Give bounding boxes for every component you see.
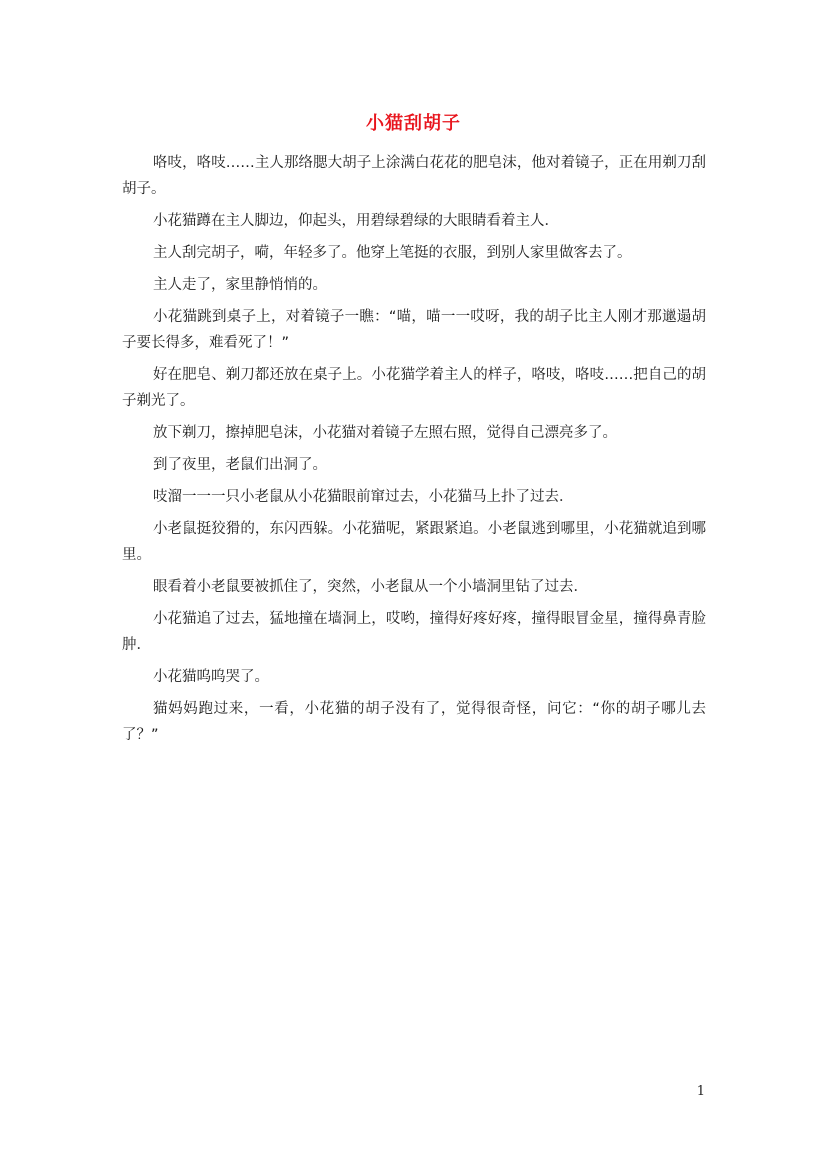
document-body [122,150,706,754]
paragraph: 好在肥皂、剃刀都还放在桌子上。小花猫学着主人的样子，咯吱，咯吱……把自己的胡子剃光了。 [122,367,706,409]
paragraph: 小花猫呜呜哭了。 [153,669,269,685]
paragraph: 小老鼠挺狡猾的，东闪西躲。小花猫呢，紧跟紧追。小老鼠逃到哪里，小花猫就追到哪里。 [122,521,706,563]
paragraph: 小花猫蹲在主人脚边，仰起头，用碧绿碧绿的大眼睛看着主人． [153,213,559,229]
paragraph: 放下剃刀，擦掉肥皂沫，小花猫对着镜子左照右照，觉得自己漂亮多了。 [153,425,617,441]
paragraph: 到了夜里，老鼠们出洞了。 [153,457,327,473]
paragraph: 咯吱，咯吱……主人那络腮大胡子上涂满白花花的肥皂沫，他对着镜子，正在用剃刀刮胡子。 [122,155,706,197]
paragraph: 主人走了，家里静悄悄的。 [153,277,327,293]
paragraph: 吱溜一一一只小老鼠从小花猫眼前窜过去，小花猫马上扑了过去． [153,489,574,505]
document-title: 小猫刮胡子 [366,113,461,134]
paragraph: 主人刮完胡子，嗬，年轻多了。他穿上笔挺的衣服，到别人家里做客去了。 [153,245,632,261]
paragraph: 小花猫跳到桌子上，对着镜子一瞧：“喵，喵一一哎呀，我的胡子比主人刚才那邋遢胡子要长得多，难看死了！” [122,309,706,351]
paragraph: 小花猫追了过去，猛地撞在墙洞上，哎哟，撞得好疼好疼，撞得眼冒金星，撞得鼻青脸肿． [122,611,706,653]
paragraph: 猫妈妈跑过来，一看，小花猫的胡子没有了，觉得很奇怪，问它：“你的胡子哪儿去了？” [122,701,706,743]
page-number: 1 [696,1084,705,1099]
paragraph: 眼看着小老鼠要被抓住了，突然，小老鼠从一个小墙洞里钻了过去． [153,579,588,595]
